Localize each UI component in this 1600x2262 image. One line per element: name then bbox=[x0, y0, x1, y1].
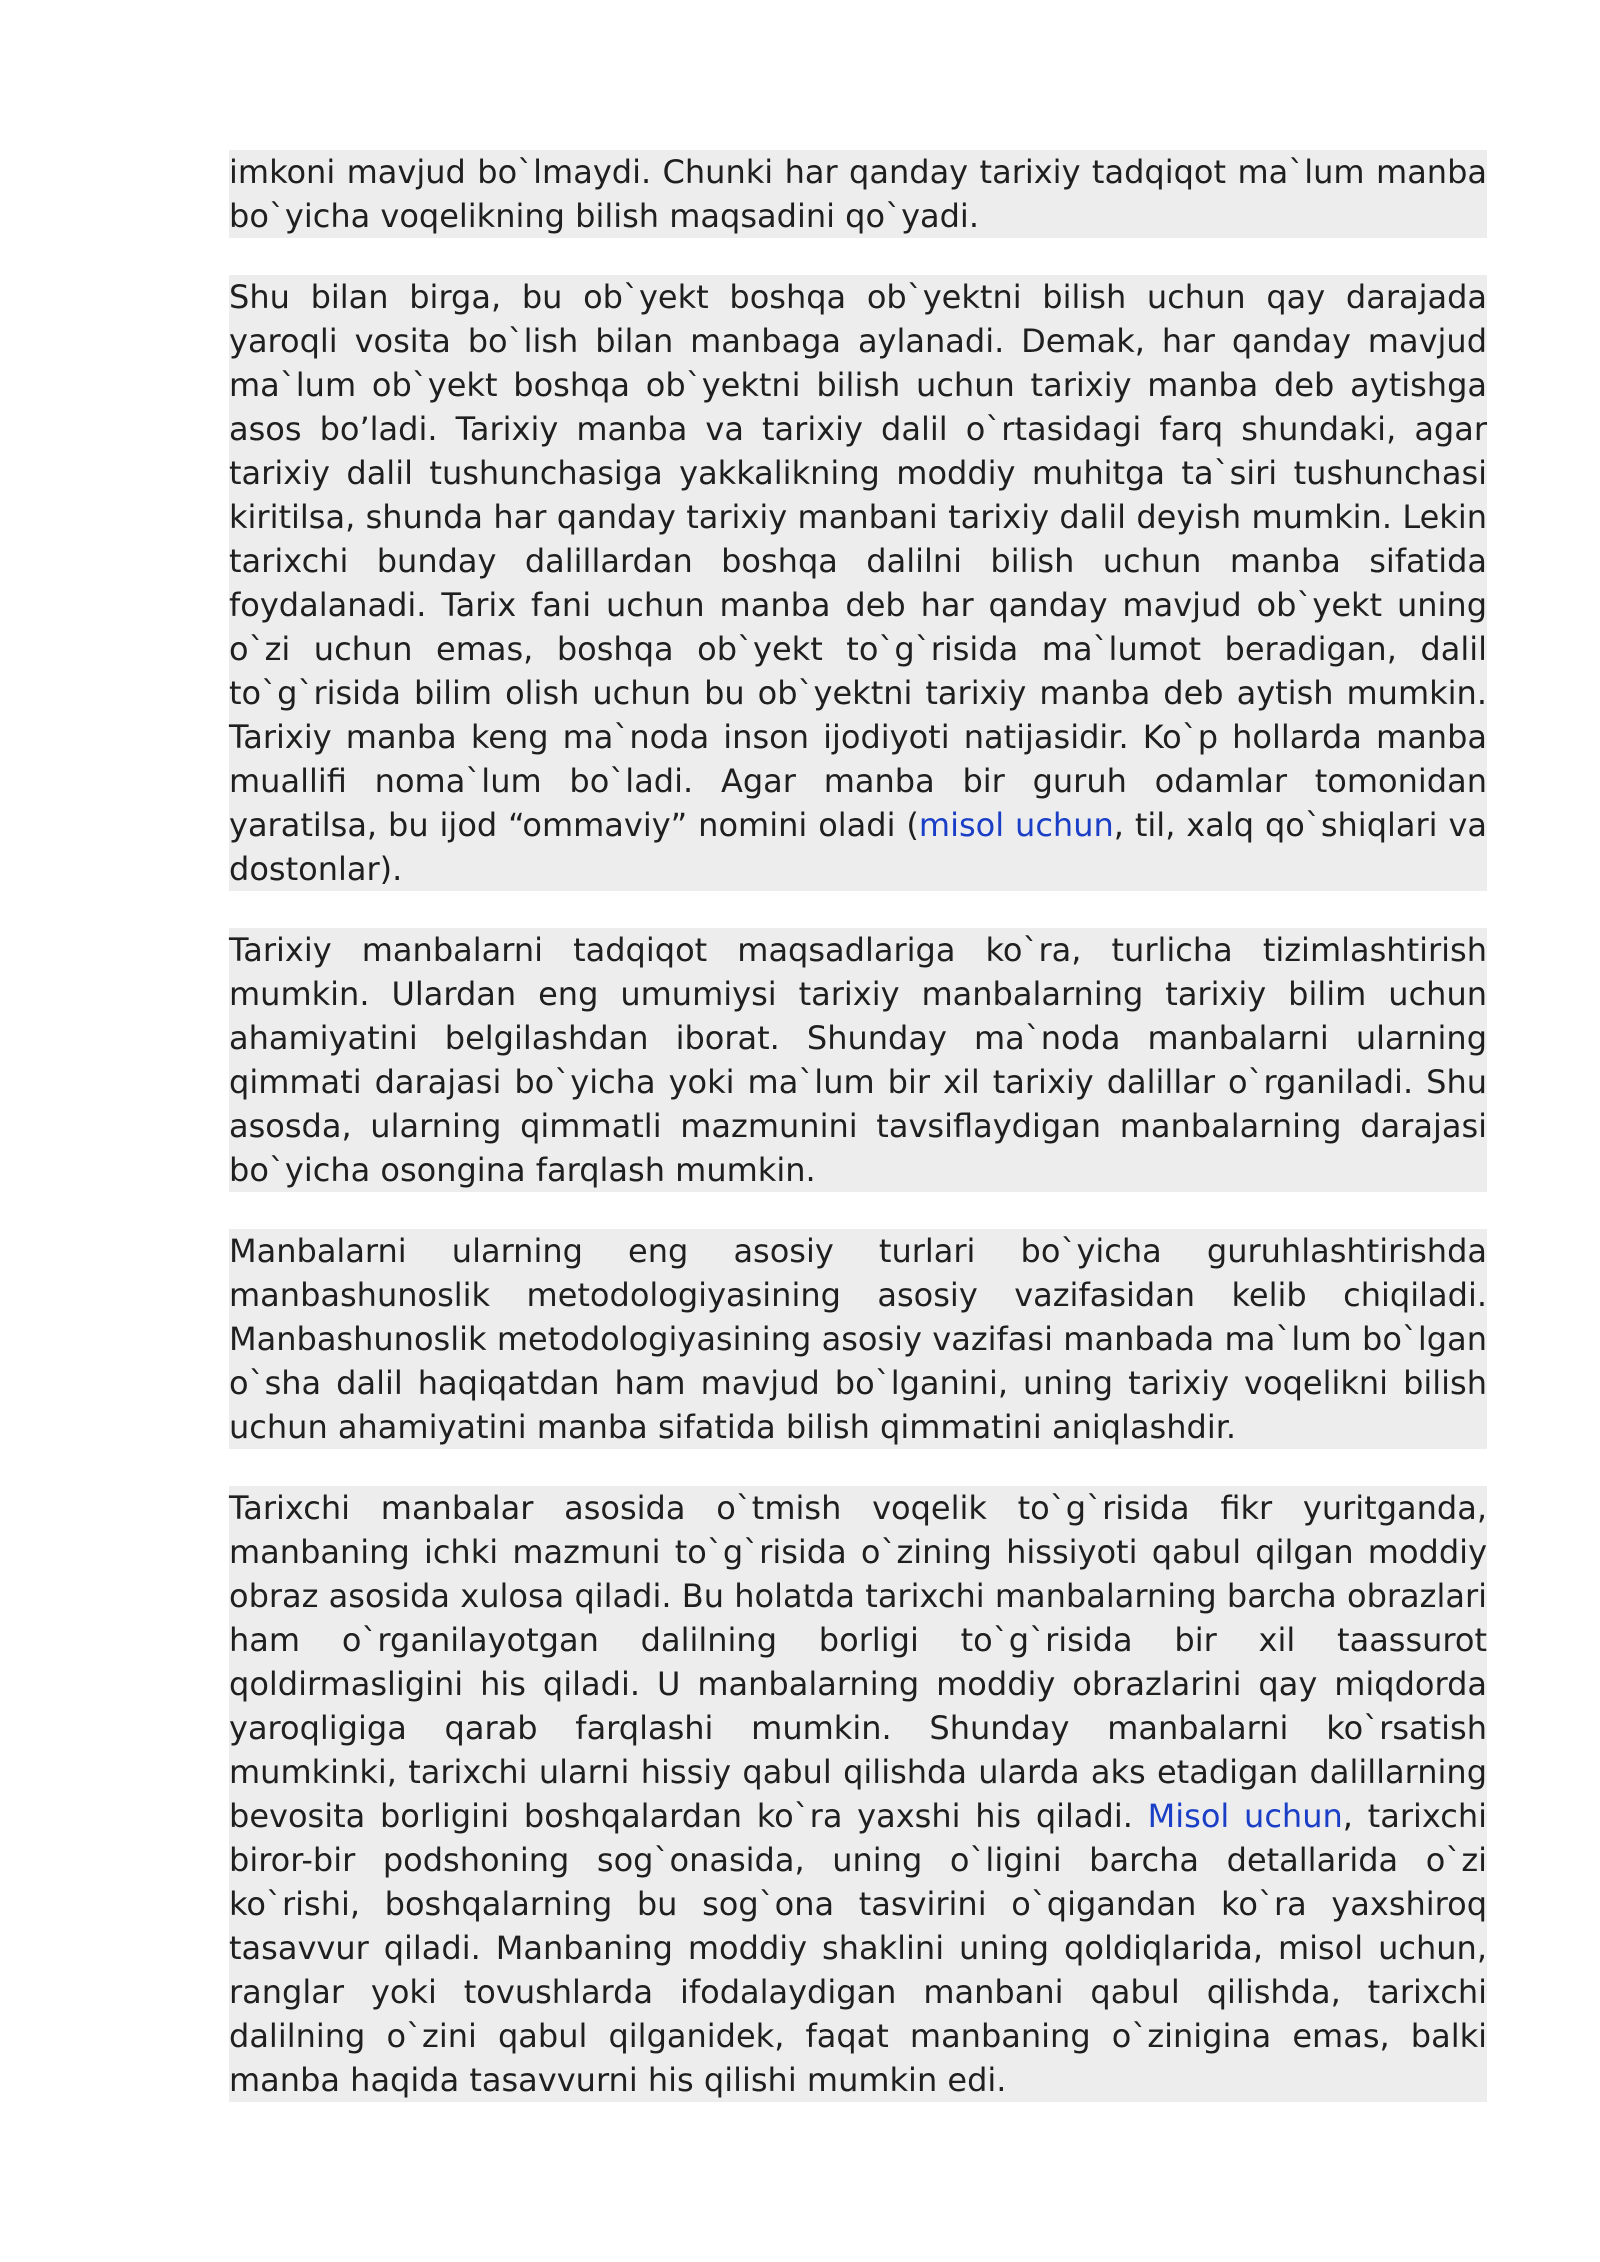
paragraph-4 bbox=[229, 1229, 1487, 1449]
paragraph-text: Manbalarni ularning eng asosiy turlari bo`yicha guruhlashtirishda manbashunoslik metodologiyasining asosiy vazifasidan kelib chiqiladi. Manbashunoslik metodologiyasining asosiy vazifasi manbada ma`lum bo`lgan o`sha dalil haqiqatdan ham mavjud bo`lganini, uning tarixiy voqelikni bilish uchun ahamiyatini manba sifatida bilish qimmatini aniqlashdir. bbox=[229, 1232, 1487, 1446]
paragraph-text: Tarixchi manbalar asosida o`tmish voqelik to`g`risida fikr yuritganda, manbaning ichki mazmuni to`g`risida o`zining hissiyoti qabul qilgan moddiy obraz asosida xulosa qiladi. Bu holatda tarixchi manbalarning barcha obrazlari ham o`rganilayotgan dalilning borligi to`g`risida bir xil taassurot qoldirmasligini his qiladi. U manbalarning moddiy obrazlarini qay miqdorda yaroqligiga qarab farqlashi mumkin. Shunday manbalarni ko`rsatish mumkinki, tarixchi ularni hissiy qabul qilishda ularda aks etadigan dalillarning bevosita borligini boshqalardan ko`ra yaxshi his qiladi. bbox=[229, 1489, 1487, 1835]
misol-uchun-link[interactable]: misol uchun bbox=[918, 806, 1114, 844]
paragraph-text: , til, xalq qo`shiqlari va dostonlar). bbox=[229, 806, 1488, 888]
paragraph-text: Tarixiy manbalarni tadqiqot maqsadlariga ko`ra, turlicha tizimlashtirish mumkin. Ulardan eng umumiysi tarixiy manbalarning tarixiy bilim uchun ahamiyatini belgilashdan iborat. Shunday ma`noda manbalarni ularning qimmati darajasi bo`yicha yoki ma`lum bir xil tarixiy dalillar o`rganiladi. Shu asosda, ularning qimmatli mazmunini tavsiflaydigan manbalarning darajasi bo`yicha osongina farqlash mumkin. bbox=[229, 931, 1487, 1189]
paragraph-text: , tarixchi biror-bir podshoning sog`onasida, uning o`ligini barcha detallarida o`zi ko`rishi, boshqalarning bu sog`ona tasvirini o`qigandan ko`ra yaxshiroq tasavvur qiladi. Manbaning moddiy shaklini uning qoldiqlarida, misol uchun, ranglar yoki tovushlarda ifodalaydigan manbani qabul qilishda, tarixchi dalilning o`zini qabul qilganidek, faqat manbaning o`ziniginа emas, balki manba haqida tasavvurni his qilishi mumkin edi. bbox=[229, 1797, 1488, 2099]
misol-uchun-link[interactable]: Misol uchun bbox=[1147, 1797, 1343, 1835]
paragraph-1 bbox=[229, 150, 1487, 238]
paragraph-2 bbox=[229, 275, 1487, 891]
document-body bbox=[229, 150, 1487, 2102]
paragraph-text: imkoni mavjud bo`lmaydi. Chunki har qanday tarixiy tadqiqot ma`lum manba bo`yicha voqelikning bilish maqsadini qo`yadi. bbox=[229, 153, 1487, 235]
paragraph-3 bbox=[229, 928, 1487, 1192]
paragraph-5 bbox=[229, 1486, 1487, 2102]
paragraph-text: Shu bilan birga, bu ob`yekt boshqa ob`yektni bilish uchun qay darajada yaroqli vosita bo`lish bilan manbaga aylanadi. Demak, har qanday mavjud ma`lum ob`yekt boshqa ob`yektni bilish uchun tarixiy manba deb aytishga asos bo’ladi. Tarixiy manba va tarixiy dalil o`rtasidagi farq shundaki, agar tarixiy dalil tushunchasiga yakkalikning moddiy muhitga ta`siri tushunchasi kiritilsa, shunda har qanday tarixiy manbani tarixiy dalil deyish mumkin. Lekin tarixchi bunday dalillardan boshqa dalilni bilish uchun manba sifatida foydalanadi. Tarix fani uchun manba deb har qanday mavjud ob`yekt uning o`zi uchun emas, boshqa ob`yekt to`g`risida ma`lumot beradigan, dalil to`g`risida bilim olish uchun bu ob`yektni tarixiy manba deb aytish mumkin. Tarixiy manba keng ma`noda inson ijodiyoti natijasidir. Ko`p hollarda manba muallifi noma`lum bo`ladi. Agar manba bir guruh odamlar tomonidan yaratilsa, bu ijod “ommaviy” nomini oladi ( bbox=[229, 278, 1487, 844]
